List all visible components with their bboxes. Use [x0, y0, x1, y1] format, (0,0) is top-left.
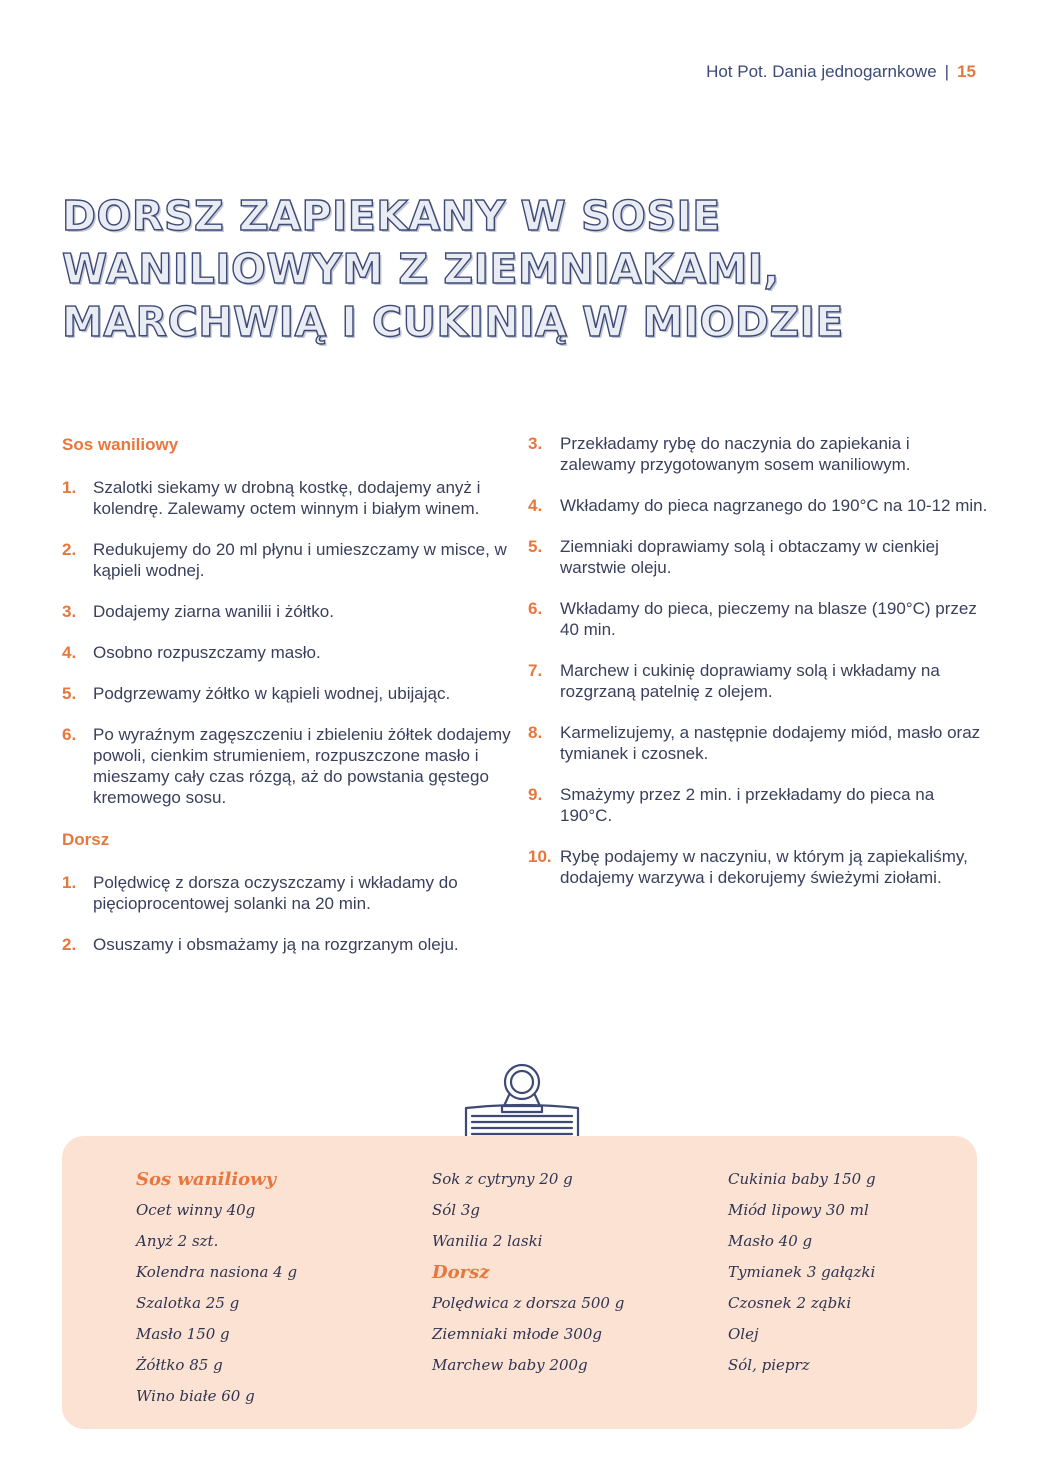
step-number: 1. [62, 478, 77, 497]
step-item [528, 536, 988, 578]
ingredient-item: Żółtko 85 g [136, 1356, 223, 1374]
ingredient-item: Ziemniaki młode 300g [432, 1325, 602, 1343]
step-number: 2. [62, 935, 77, 954]
ingredients-card [62, 1136, 977, 1429]
ingredient-item: Polędwica z dorsza 500 g [432, 1294, 625, 1312]
ingredient-item: Ocet winny 40g [136, 1201, 256, 1219]
ingredient-item: Masło 40 g [728, 1232, 813, 1250]
ingredient-item: Anyż 2 szt. [136, 1232, 219, 1250]
ingredient-item: Sok z cytryny 20 g [432, 1170, 573, 1188]
step-item [62, 539, 512, 581]
step-number: 5. [62, 684, 77, 703]
instructions-right-column [528, 433, 988, 908]
section-title-sauce: Sos waniliowy [62, 435, 179, 454]
step-item [528, 660, 988, 702]
ingredients-column [432, 1164, 624, 1381]
ingredient-item: Sól 3g [432, 1201, 481, 1219]
step-number: 1. [62, 873, 77, 892]
ingredients-heading: Sos waniliowy [136, 1169, 277, 1190]
step-text: Polędwicę z dorsza oczyszczamy i wkładamy do pięcioprocentowej solanki na 20 min. [93, 873, 458, 913]
step-number: 3. [528, 434, 543, 453]
step-item [62, 934, 512, 955]
step-number: 7. [528, 661, 543, 680]
sauce-steps [62, 477, 512, 808]
ingredient-item: Czosnek 2 ząbki [728, 1294, 852, 1312]
ingredient-item: Wino białe 60 g [136, 1387, 255, 1405]
step-item [62, 872, 512, 914]
step-number: 2. [62, 540, 77, 559]
step-number: 10. [528, 847, 552, 866]
clipboard-clip-icon [462, 1060, 582, 1148]
step-item [528, 433, 988, 475]
step-item [528, 598, 988, 640]
step-text: Redukujemy do 20 ml płynu i umieszczamy w misce, w kąpieli wodnej. [93, 540, 507, 580]
ingredient-item: Tymianek 3 gałązki [728, 1263, 876, 1281]
step-number: 3. [62, 602, 77, 621]
step-text: Po wyraźnym zagęszczeniu i zbieleniu żółtek dodajemy powoli, cienkim strumieniem, rozpuszczone masło i mieszamy cały czas rózgą, aż do powstania gęstego kremowego sosu. [93, 725, 511, 807]
step-number: 5. [528, 537, 543, 556]
step-number: 9. [528, 785, 543, 804]
step-number: 6. [62, 725, 77, 744]
step-item [62, 601, 512, 622]
header-separator: | [944, 62, 950, 81]
step-number: 4. [62, 643, 77, 662]
step-text: Rybę podajemy w naczyniu, w którym ją zapiekaliśmy, dodajemy warzywa i dekorujemy świeżymi ziołami. [560, 847, 968, 887]
step-item [528, 722, 988, 764]
cod-steps [62, 872, 512, 955]
step-item [528, 846, 988, 888]
step-text: Karmelizujemy, a następnie dodajemy miód, masło oraz tymianek i czosnek. [560, 723, 981, 763]
ingredient-item: Marchew baby 200g [432, 1356, 588, 1374]
ingredients-column [728, 1164, 876, 1381]
step-number: 6. [528, 599, 543, 618]
ingredients-column [136, 1164, 297, 1412]
step-number: 4. [528, 496, 543, 515]
book-title: Hot Pot. Dania jednogarnkowe [706, 62, 937, 81]
step-number: 8. [528, 723, 543, 742]
step-item [62, 477, 512, 519]
ingredient-item: Szalotka 25 g [136, 1294, 240, 1312]
step-text: Osobno rozpuszczamy masło. [93, 643, 321, 662]
step-text: Szalotki siekamy w drobną kostkę, dodajemy anyż i kolendrę. Zalewamy octem winnym i białym winem. [93, 478, 481, 518]
step-item [62, 642, 512, 663]
section-title-cod: Dorsz [62, 830, 110, 849]
step-item [528, 495, 988, 516]
step-text: Wkładamy do pieca, pieczemy na blasze (190°C) przez 40 min. [560, 599, 977, 639]
title-line: MARCHWIĄ I CUKINIĄ W MIODZIE [62, 298, 844, 346]
ingredients-heading: Dorsz [432, 1262, 490, 1283]
ingredient-item: Miód lipowy 30 ml [728, 1201, 869, 1219]
step-text: Dodajemy ziarna wanilii i żółtko. [93, 602, 334, 621]
page-number: 15 [957, 62, 976, 81]
ingredient-item: Cukinia baby 150 g [728, 1170, 876, 1188]
step-item [62, 724, 512, 808]
step-item [528, 784, 988, 826]
recipe-title [62, 190, 962, 349]
ingredient-item: Masło 150 g [136, 1325, 230, 1343]
ingredient-item: Kolendra nasiona 4 g [136, 1263, 298, 1281]
title-line: WANILIOWYM Z ZIEMNIAKAMI, [62, 245, 780, 293]
ingredient-item: Wanilia 2 laski [432, 1232, 543, 1250]
step-text: Smażymy przez 2 min. i przekładamy do pieca na 190°C. [560, 785, 935, 825]
step-text: Osuszamy i obsmażamy ją na rozgrzanym oleju. [93, 935, 459, 954]
instructions-left-column [62, 433, 512, 975]
title-line: DORSZ ZAPIEKANY W SOSIE [62, 192, 721, 240]
step-text: Wkładamy do pieca nagrzanego do 190°C na 10-12 min. [560, 496, 988, 515]
continued-steps [528, 433, 988, 888]
step-text: Podgrzewamy żółtko w kąpieli wodnej, ubijając. [93, 684, 451, 703]
step-text: Marchew i cukinię doprawiamy solą i wkładamy na rozgrzaną patelnię z olejem. [560, 661, 940, 701]
ingredient-item: Olej [728, 1325, 759, 1343]
step-text: Przekładamy rybę do naczynia do zapiekania i zalewamy przygotowanym sosem waniliowym. [560, 434, 911, 474]
ingredient-item: Sól, pieprz [728, 1356, 810, 1374]
step-text: Ziemniaki doprawiamy solą i obtaczamy w cienkiej warstwie oleju. [560, 537, 939, 577]
page-header [706, 62, 976, 82]
step-item [62, 683, 512, 704]
